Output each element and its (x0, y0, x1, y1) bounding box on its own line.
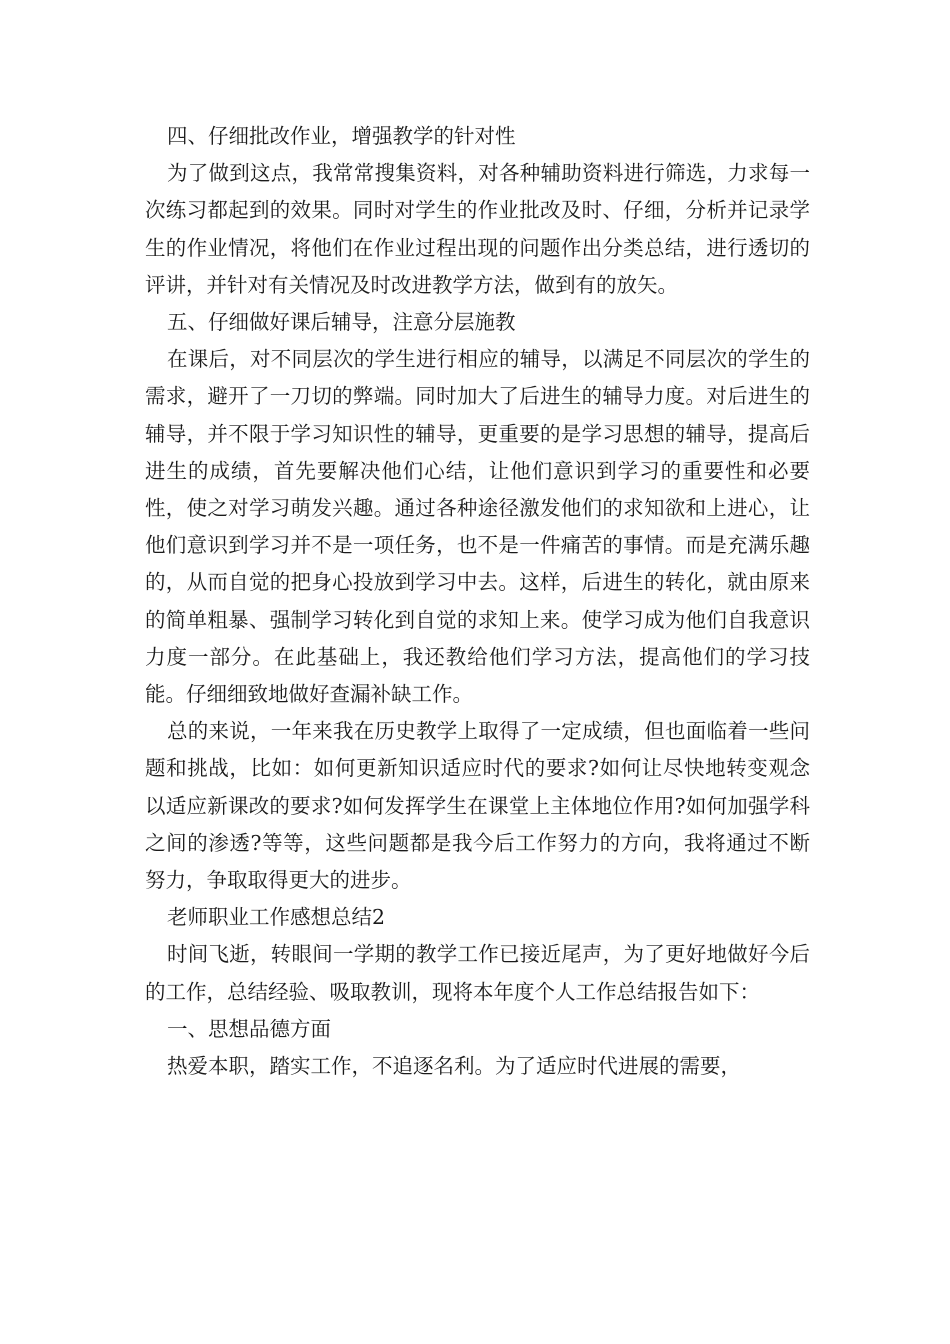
paragraph-homework: 为了做到这点，我常常搜集资料，对各种辅助资料进行筛选，力求每一次练习都起到的效果。同时对学生的作业批改及时、仔细，分析并记录学生的作业情况，将他们在作业过程出现的问题作出分类总结，进行透切的评讲，并针对有关情况及时改进教学方法，做到有的放矢。 (145, 161, 810, 297)
section-heading-5: 五、仔细做好课后辅导，注意分层施教 (167, 310, 516, 335)
document-page (145, 118, 810, 1085)
paragraph-intro: 时间飞逝，转眼间一学期的教学工作已接近尾声，为了更好地做好今后的工作，总结经验、吸取教训，现将本年度个人工作总结报告如下： (145, 942, 810, 1004)
paragraph-summary: 总的来说，一年来我在历史教学上取得了一定成绩，但也面临着一些问题和挑战，比如：如何更新知识适应时代的要求?如何让尽快地转变观念以适应新课改的要求?如何发挥学生在课堂上主体地位作用?如何加强学科之间的渗透?等等，这些问题都是我今后工作努力的方向，我将通过不断努力，争取取得更大的进步。 (145, 719, 810, 893)
paragraph-tutoring: 在课后，对不同层次的学生进行相应的辅导，以满足不同层次的学生的需求，避开了一刀切的弊端。同时加大了后进生的辅导力度。对后进生的辅导，并不限于学习知识性的辅导，更重要的是学习思想的辅导，提高后进生的成绩，首先要解决他们心结，让他们意识到学习的重要性和必要性，使之对学习萌发兴趣。通过各种途径激发他们的求知欲和上进心，让他们意识到学习并不是一项任务，也不是一件痛苦的事情。而是充满乐趣的，从而自觉的把身心投放到学习中去。这样，后进生的转化，就由原来的简单粗暴、强制学习转化到自觉的求知上来。使学习成为他们自我意识力度一部分。在此基础上，我还教给他们学习方法，提高他们的学习技能。仔细细致地做好查漏补缺工作。 (145, 347, 810, 707)
document-subtitle: 老师职业工作感想总结2 (167, 905, 386, 930)
paragraph-ethics: 热爱本职，踏实工作，不追逐名利。为了适应时代进展的需要， (167, 1054, 741, 1079)
section-heading-4: 四、仔细批改作业，增强教学的针对性 (167, 124, 516, 148)
section-heading-1: 一、思想品德方面 (167, 1016, 331, 1041)
